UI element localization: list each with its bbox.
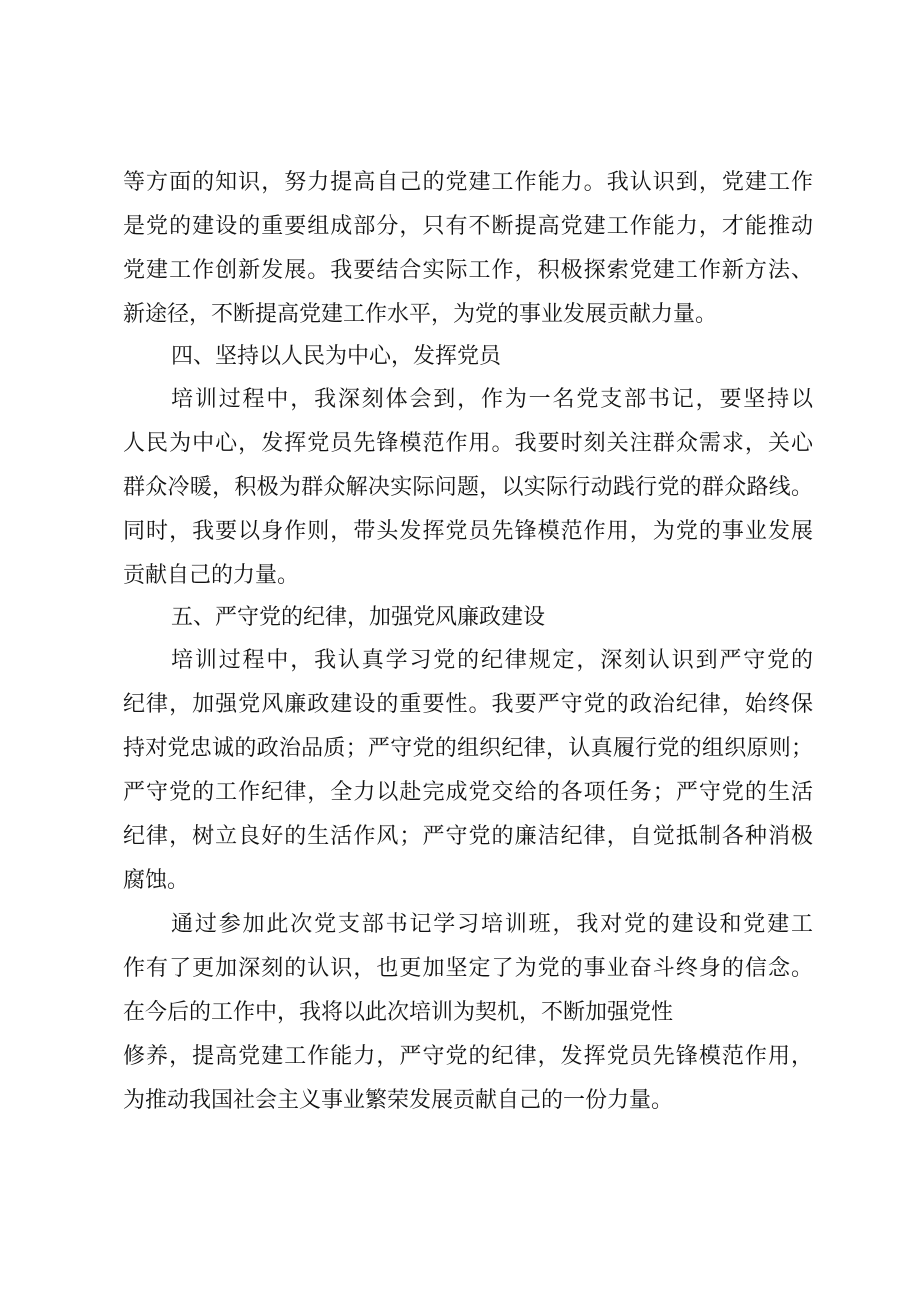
paragraph-line: 新途径，不断提高党建工作水平，为党的事业发展贡献力量。 bbox=[123, 302, 718, 327]
paragraph-line: 纪律，加强党风廉政建设的重要性。我要严守党的政治纪律，始终保 bbox=[123, 692, 813, 717]
paragraph-line: 群众冷暖，积极为群众解决实际问题，以实际行动践行党的群众路线。 bbox=[123, 475, 813, 500]
paragraph-line: 培训过程中，我认真学习党的纪律规定，深刻认识到严守党的 bbox=[171, 648, 813, 673]
paragraph-line: 贡献自己的力量。 bbox=[123, 563, 300, 588]
section-heading-5: 五、严守党的纪律，加强党风廉政建设 bbox=[171, 605, 546, 630]
paragraph-line: 作有了更加深刻的认识，也更加坚定了为党的事业奋斗终身的信念。 bbox=[123, 956, 813, 981]
paragraph-line: 培训过程中，我深刻体会到，作为一名党支部书记，要坚持以 bbox=[171, 387, 813, 412]
paragraph-line: 在今后的工作中，我将以此次培训为契机，不断加强党性 bbox=[123, 1000, 674, 1025]
paragraph-line: 修养，提高党建工作能力，严守党的纪律，发挥党员先锋模范作用， bbox=[123, 1044, 813, 1069]
paragraph-line: 党建工作创新发展。我要结合实际工作，积极探索党建工作新方法、 bbox=[123, 258, 813, 283]
paragraph-line: 同时，我要以身作则，带头发挥党员先锋模范作用，为党的事业发展 bbox=[123, 519, 813, 544]
paragraph-line: 腐蚀。 bbox=[123, 868, 190, 893]
paragraph-line: 持对党忠诚的政治品质；严守党的组织纪律，认真履行党的组织原则； bbox=[123, 736, 813, 761]
paragraph-line: 严守党的工作纪律，全力以赴完成党交给的各项任务；严守党的生活 bbox=[123, 780, 813, 805]
paragraph-line: 人民为中心，发挥党员先锋模范作用。我要时刻关注群众需求，关心 bbox=[123, 431, 813, 456]
section-heading-4: 四、坚持以人民为中心，发挥党员 bbox=[171, 344, 502, 369]
paragraph-line: 是党的建设的重要组成部分，只有不断提高党建工作能力，才能推动 bbox=[123, 214, 813, 239]
paragraph-line: 为推动我国社会主义事业繁荣发展贡献自己的一份力量。 bbox=[123, 1088, 674, 1113]
paragraph-line: 通过参加此次党支部书记学习培训班，我对党的建设和党建工 bbox=[171, 912, 813, 937]
paragraph-line: 等方面的知识，努力提高自己的党建工作能力。我认识到，党建工作 bbox=[123, 170, 813, 195]
paragraph-line: 纪律，树立良好的生活作风；严守党的廉洁纪律，自觉抵制各种消极 bbox=[123, 824, 813, 849]
